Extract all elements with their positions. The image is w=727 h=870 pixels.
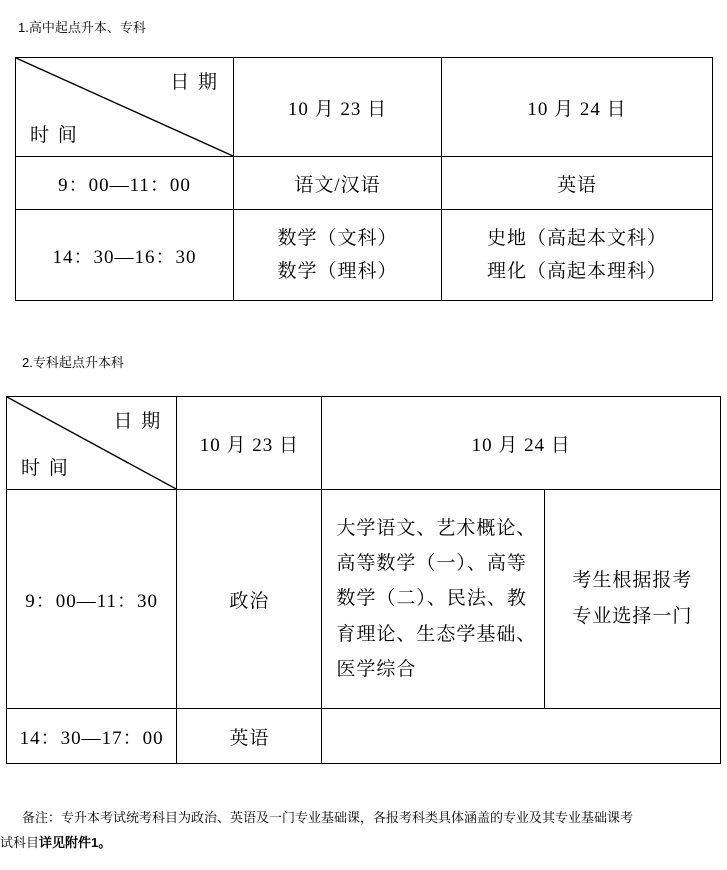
selection-note-cell (544, 490, 720, 709)
time-slot-cell: 14：30—17：00 (7, 709, 177, 764)
column-header-oct23: 10 月 23 日 (234, 58, 442, 157)
subject-line: 数学（理科） (277, 261, 398, 282)
subject-line: 史地（高起本文科） (486, 227, 667, 249)
corner-time-label: 时 间 (30, 125, 79, 146)
column-header-oct23: 10 月 23 日 (177, 397, 322, 490)
time-slot-cell: 9：00—11：00 (16, 157, 234, 210)
footnote-line-1: 备注：专升本考试统考科目为政治、英语及一门专业基础课，各报考科类具体涵盖的专业及其专业基础课考 (22, 810, 634, 825)
time-slot-cell: 9：00—11：30 (7, 490, 177, 709)
corner-date-label: 日 期 (170, 72, 219, 93)
exam-schedule-table-zhuanshengben (6, 396, 721, 764)
table-header-row (7, 397, 721, 490)
column-header-oct24: 10 月 24 日 (322, 397, 721, 490)
corner-date-time-header (16, 58, 234, 157)
subject-cell-oct24 (442, 210, 713, 301)
table-row (7, 490, 721, 709)
time-slot-cell: 14：30—16：30 (16, 210, 234, 301)
subject-line: 数学（文科） (277, 227, 398, 249)
table-row (7, 709, 721, 764)
footnote-attachment-reference: 详见附件1。 (39, 834, 112, 850)
exam-schedule-table-gaoqi (15, 57, 713, 301)
column-header-oct24: 10 月 24 日 (442, 58, 713, 157)
subject-list-cell-oct24: 大学语文、艺术概论、高等数学（一）、高等数学（二）、民法、教育理论、生态学基础、医学综合 (322, 490, 544, 709)
subject-line: 理化（高起本理科） (486, 261, 667, 282)
section-heading-2: 2.专科起点升本科 (22, 355, 124, 370)
subject-cell-oct23 (234, 210, 442, 301)
table-row (16, 157, 713, 210)
subject-cell-oct24: 英语 (442, 157, 713, 210)
corner-date-label: 日 期 (113, 411, 163, 432)
subject-cell-oct23: 政治 (177, 490, 322, 709)
table-header-row (16, 58, 713, 157)
corner-date-time-header (7, 397, 177, 490)
section-heading-1: 1.高中起点升本、专科 (18, 20, 146, 35)
subject-cell-oct23: 英语 (177, 709, 322, 764)
empty-cell-oct24 (322, 709, 721, 764)
subject-cell-oct23: 语文/汉语 (234, 157, 442, 210)
footnote-line-2 (0, 831, 727, 856)
footnote-line-2-prefix: 试科目 (0, 834, 40, 850)
selection-note-line: 专业选择一门 (572, 606, 693, 627)
table-row (16, 210, 713, 301)
corner-time-label: 时 间 (21, 458, 70, 479)
footnote (0, 806, 727, 855)
selection-note-line: 考生根据报考 (572, 569, 693, 591)
